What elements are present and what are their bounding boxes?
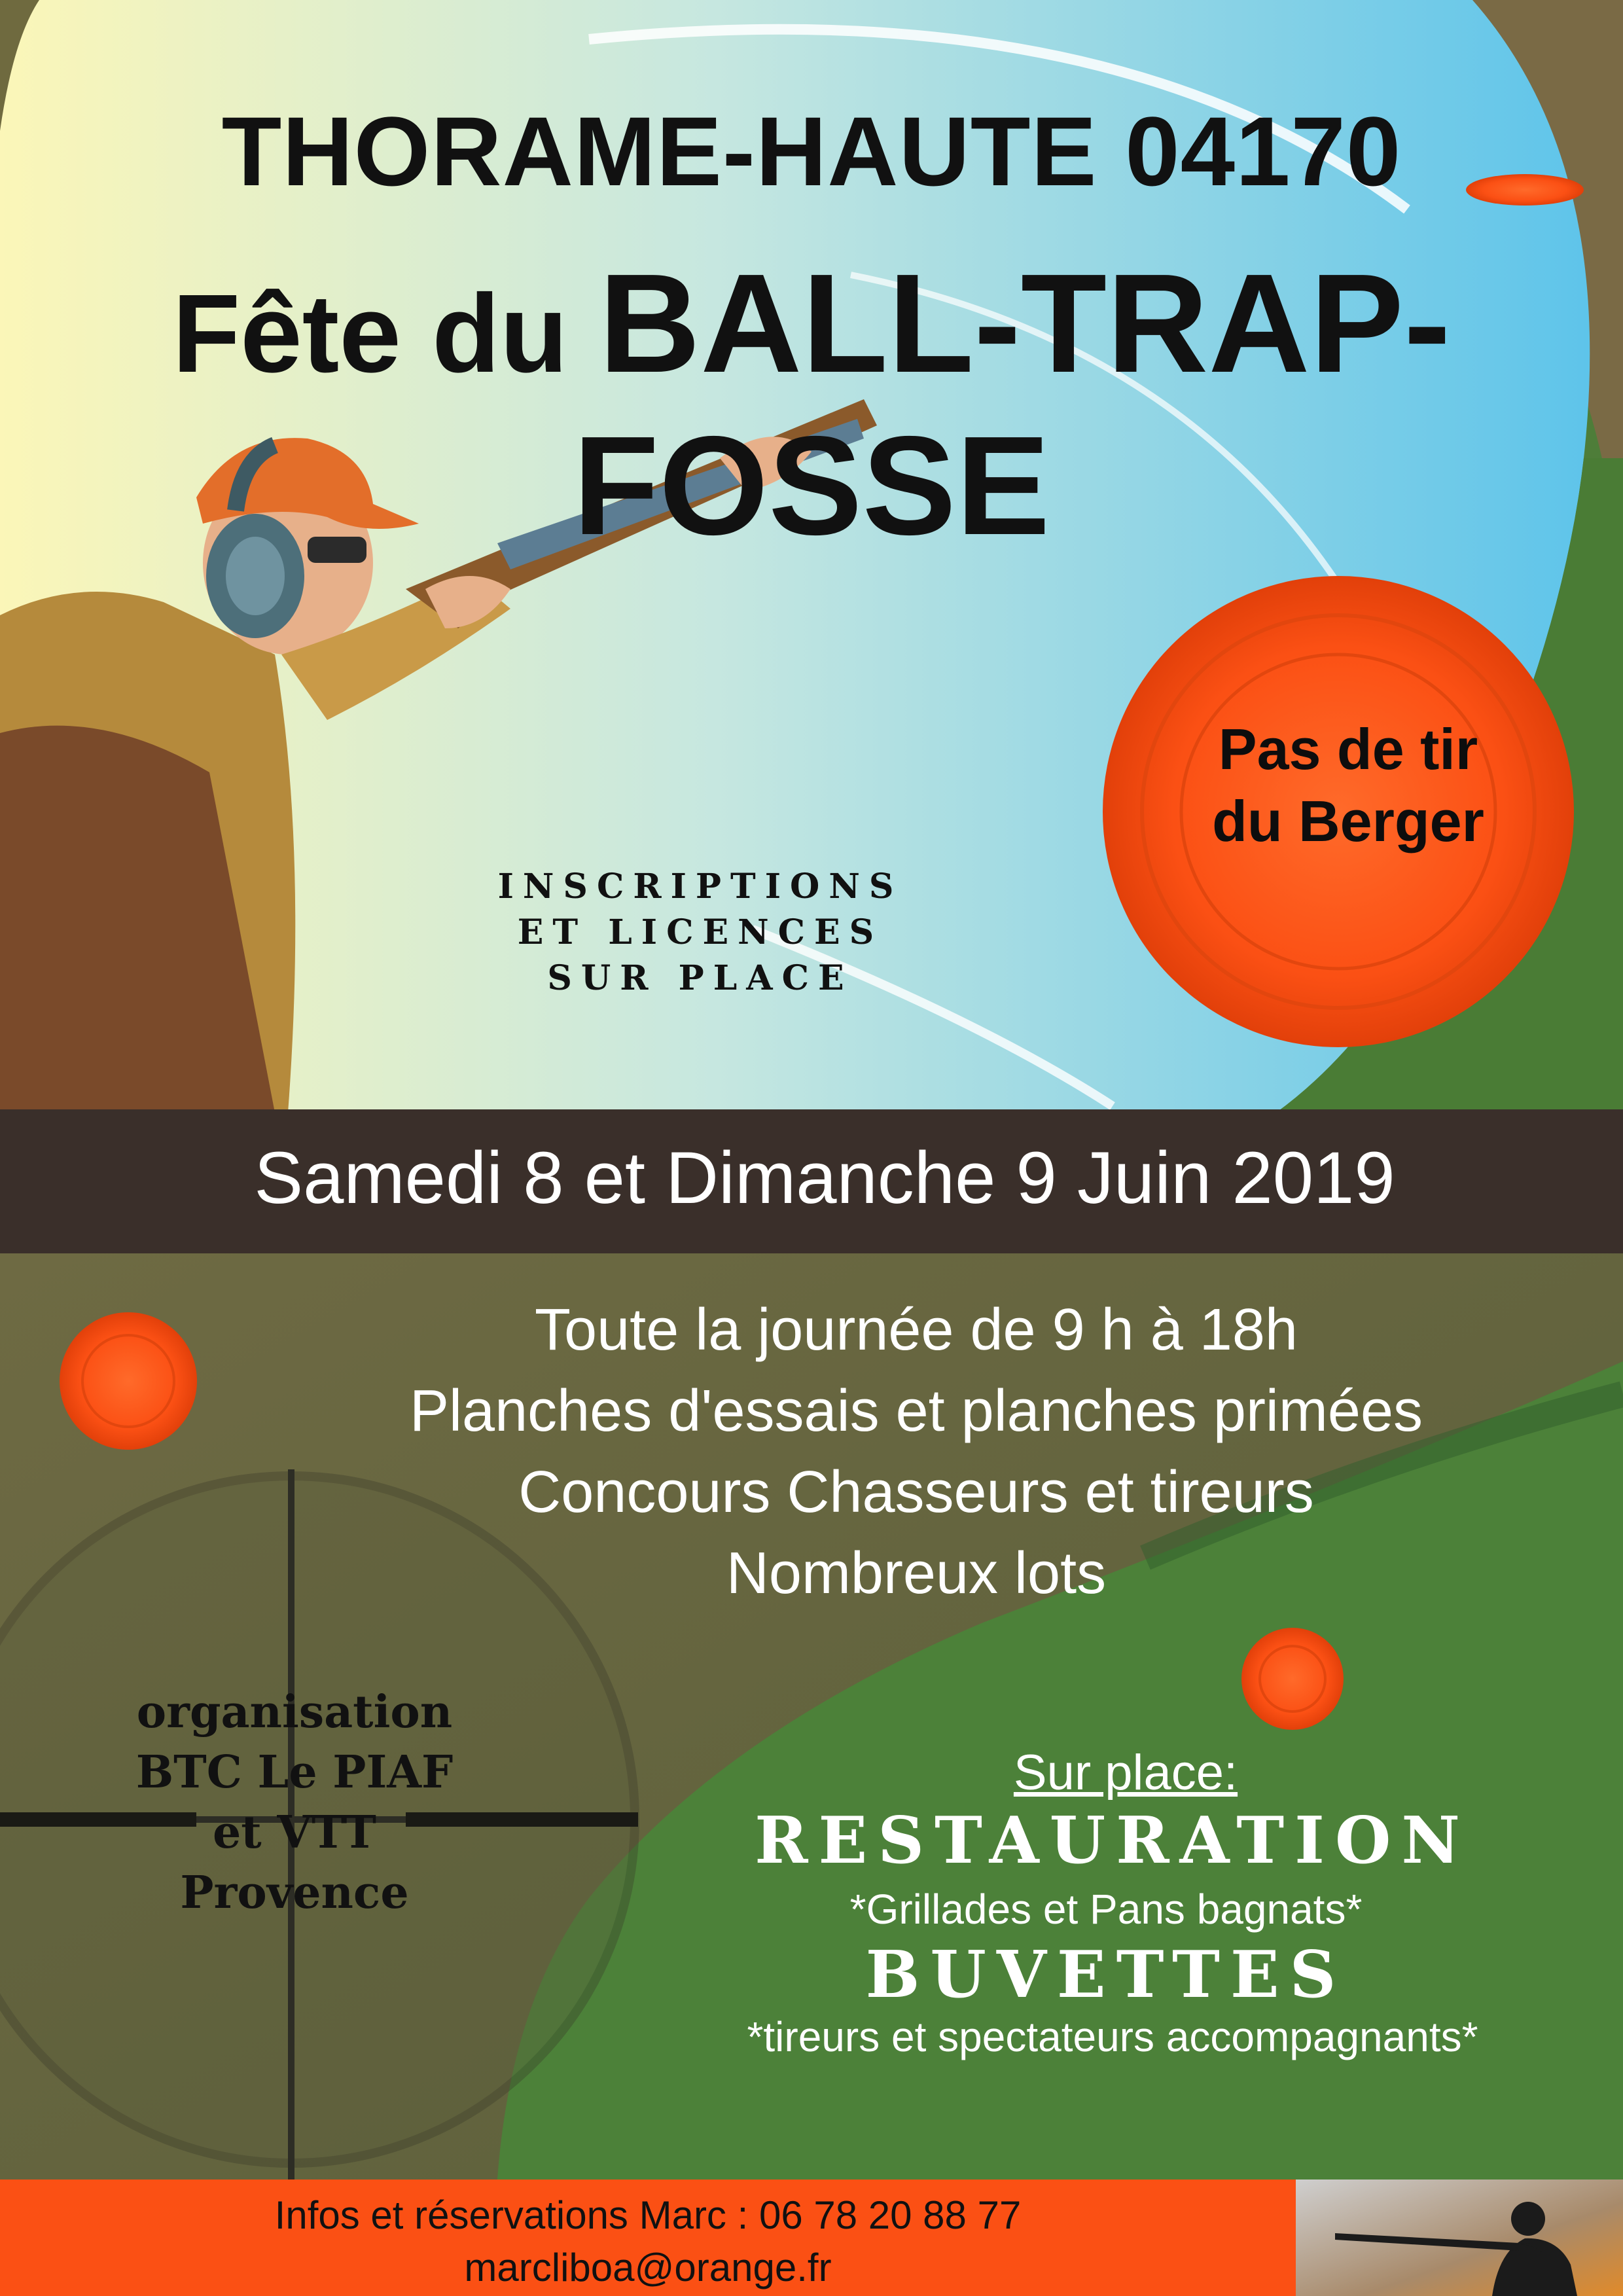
buvettes-title: BUVETTES	[865, 1937, 1347, 2013]
program-item: Planches d'essais et planches primées	[409, 1378, 1423, 1444]
contact-phone: Infos et réservations Marc : 06 78 20 88 77	[274, 2193, 1022, 2237]
restauration-title: RESTAURATION	[755, 1803, 1471, 1878]
buvettes-detail: *tireurs et spectateurs accompagnants*	[747, 2013, 1478, 2060]
event-title	[0, 242, 1623, 567]
services-heading: Sur place:	[1013, 1745, 1238, 1801]
registration-line-1: INSCRIPTIONS	[497, 867, 903, 906]
program-item: Toute la journée de 9 h à 18h	[535, 1297, 1298, 1363]
registration-line-3: SUR PLACE	[547, 958, 853, 998]
program-item: Concours Chasseurs et tireurs	[518, 1460, 1314, 1525]
program-item: Nombreux lots	[726, 1541, 1107, 1606]
contact-email[interactable]: marcliboa@orange.fr	[464, 2246, 832, 2289]
footer-contact	[0, 2189, 1296, 2294]
badge-line-2: du Berger	[1212, 789, 1484, 853]
event-title-prefix: Fête du	[172, 272, 599, 396]
badge-line-1: Pas de tir	[1218, 717, 1478, 781]
organisation-line-3: et VTT	[213, 1806, 376, 1859]
event-location: THORAME-HAUTE 04170	[221, 96, 1402, 206]
organisation-line-1: organisation	[136, 1686, 453, 1738]
organisation-block	[65, 1682, 524, 1923]
shooting-range-badge	[1106, 713, 1590, 857]
event-date: Samedi 8 et Dimanche 9 Juin 2019	[254, 1137, 1395, 1219]
event-title-main: BALL-TRAP- FOSSE	[573, 244, 1451, 564]
organisation-line-4: Provence	[180, 1867, 409, 1919]
shooter-silhouette-image	[1296, 2179, 1623, 2296]
organisation-line-2: BTC Le PIAF	[135, 1746, 454, 1799]
registration-line-2: ET LICENCES	[517, 912, 883, 952]
program-list	[209, 1289, 1623, 1614]
registration-notice	[419, 864, 982, 1001]
restauration-detail: *Grillades et Pans bagnats*	[849, 1886, 1363, 1933]
